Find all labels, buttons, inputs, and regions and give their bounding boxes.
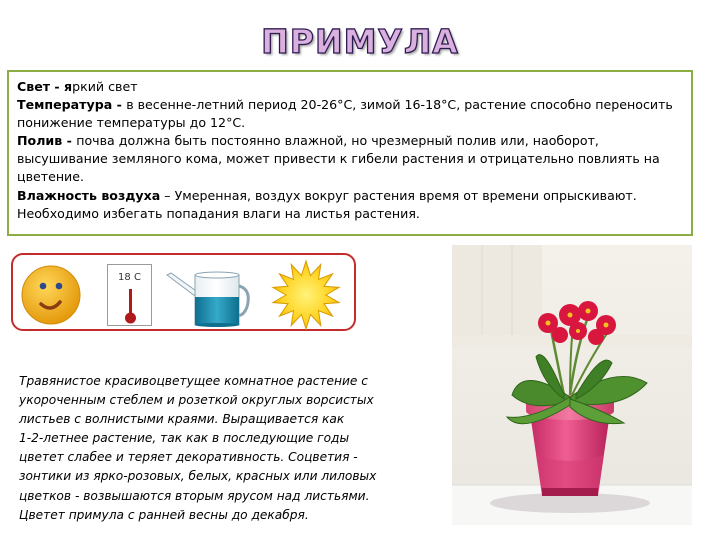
primula-plant-photo [452, 245, 692, 525]
care-info-box [7, 70, 693, 236]
temperature-label: Температура - [17, 97, 127, 113]
description-line: цветет слабее и теряет декоративность. Соцветия - [19, 450, 358, 465]
smiley-face-icon [20, 264, 82, 326]
temperature-text: в весенне-летний период 20-26°С, зимой 16-18°С, растение способно переносить понижение температуры до 12°С. [17, 97, 673, 131]
watering-label: Полив - [17, 133, 77, 149]
description-line: 1-2-летнее растение, так как в последующие годы [19, 431, 350, 446]
humidity-paragraph [17, 187, 683, 223]
description-line: цветков - возвышаются вторым ярусом над листьями. [19, 488, 370, 503]
plant-description [19, 372, 419, 525]
watering-text: почва должна быть постоянно влажной, но чрезмерный полив или, наоборот, высушивание земляного кома, может привести к гибели растения и отрицательно повлиять на цветение. [17, 133, 660, 185]
watering-can-icon [165, 263, 259, 327]
sun-icon [270, 259, 342, 331]
temperature-paragraph [17, 96, 683, 132]
page-title: ПРИМУЛА [261, 22, 459, 61]
thermometer-icon [107, 264, 152, 326]
description-line: Цветет примула с ранней весны до декабря. [19, 507, 309, 522]
care-icons-strip [11, 253, 356, 331]
light-label: Свет - я [17, 79, 73, 94]
description-line: укороченным стеблем и розеткой округлых ворсистых [19, 393, 374, 408]
thermometer-label: 18 С [118, 272, 141, 283]
light-text: ркий свет [72, 79, 138, 94]
humidity-text: – Умеренная, воздух вокруг растения время от времени опрыскивают. Необходимо избегать попадания влаги на листья растения. [17, 187, 637, 221]
description-line: листьев с волнистыми краями. Выращивается как [19, 412, 345, 427]
description-line: Травянистое красивоцветущее комнатное растение с [19, 374, 368, 388]
description-line: зонтики из ярко-розовых, белых, красных или лиловых [19, 469, 377, 484]
humidity-label: Влажность воздуха [17, 187, 161, 203]
watering-paragraph [17, 132, 683, 186]
light-paragraph [17, 78, 683, 96]
